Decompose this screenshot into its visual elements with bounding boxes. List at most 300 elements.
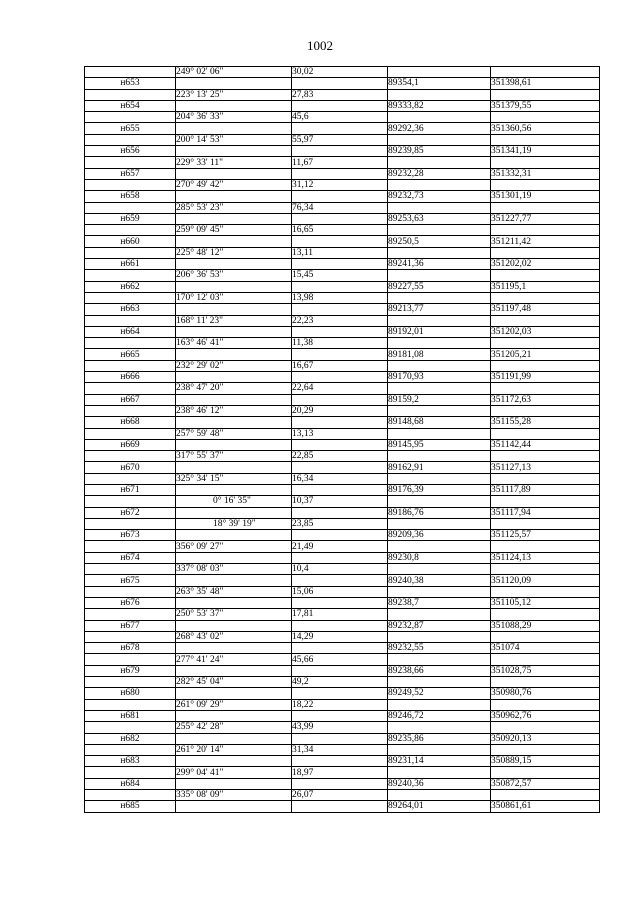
table-row	[85, 270, 600, 281]
angle-cell: 0° 16' 35"	[176, 496, 292, 507]
distance-cell: 13,13	[292, 428, 388, 439]
x-coordinate-cell	[388, 428, 491, 439]
distance-cell	[292, 78, 388, 89]
point-cell: н679	[85, 665, 176, 676]
angle-cell	[176, 394, 292, 405]
y-coordinate-cell: 351088,29	[491, 620, 600, 631]
x-coordinate-cell	[388, 247, 491, 258]
table-row	[85, 597, 600, 608]
table-row	[85, 541, 600, 552]
x-coordinate-cell	[388, 699, 491, 710]
table-row	[85, 462, 600, 473]
point-cell	[85, 631, 176, 642]
x-coordinate-cell	[388, 270, 491, 281]
point-cell	[85, 383, 176, 394]
table-row	[85, 451, 600, 462]
angle-cell: 229° 33' 11"	[176, 157, 292, 168]
distance-cell	[292, 710, 388, 721]
y-coordinate-cell	[491, 790, 600, 801]
y-coordinate-cell: 351105,12	[491, 597, 600, 608]
angle-cell	[176, 326, 292, 337]
distance-cell: 16,34	[292, 473, 388, 484]
table-row	[85, 688, 600, 699]
y-coordinate-cell: 351398,61	[491, 78, 600, 89]
table-row	[85, 259, 600, 270]
y-coordinate-cell: 350920,13	[491, 733, 600, 744]
table-row	[85, 778, 600, 789]
angle-cell: 263° 35' 48"	[176, 586, 292, 597]
y-coordinate-cell: 351197,48	[491, 304, 600, 315]
point-cell: н672	[85, 507, 176, 518]
angle-cell: 206° 36' 53"	[176, 270, 292, 281]
table-row	[85, 383, 600, 394]
table-row	[85, 360, 600, 371]
y-coordinate-cell	[491, 428, 600, 439]
y-coordinate-cell: 351191,99	[491, 372, 600, 383]
y-coordinate-cell: 351379,55	[491, 100, 600, 111]
x-coordinate-cell: 89333,82	[388, 100, 491, 111]
angle-cell	[176, 123, 292, 134]
angle-cell: 259° 09' 45"	[176, 225, 292, 236]
x-coordinate-cell	[388, 564, 491, 575]
angle-cell	[176, 778, 292, 789]
distance-cell	[292, 168, 388, 179]
y-coordinate-cell	[491, 654, 600, 665]
x-coordinate-cell	[388, 383, 491, 394]
y-coordinate-cell	[491, 631, 600, 642]
table-row	[85, 236, 600, 247]
table-row	[85, 507, 600, 518]
table-row	[85, 428, 600, 439]
point-cell: н666	[85, 372, 176, 383]
angle-cell	[176, 530, 292, 541]
angle-cell	[176, 484, 292, 495]
point-cell: н658	[85, 191, 176, 202]
table-row	[85, 179, 600, 190]
point-cell	[85, 654, 176, 665]
point-cell: н655	[85, 123, 176, 134]
x-coordinate-cell: 89264,01	[388, 801, 491, 812]
y-coordinate-cell	[491, 699, 600, 710]
point-cell: н664	[85, 326, 176, 337]
point-cell	[85, 157, 176, 168]
distance-cell: 45,66	[292, 654, 388, 665]
y-coordinate-cell	[491, 247, 600, 258]
distance-cell	[292, 281, 388, 292]
angle-cell: 317° 55' 37"	[176, 451, 292, 462]
angle-cell: 232° 29' 02"	[176, 360, 292, 371]
point-cell: н656	[85, 146, 176, 157]
x-coordinate-cell: 89246,72	[388, 710, 491, 721]
table-row	[85, 677, 600, 688]
point-cell: н657	[85, 168, 176, 179]
distance-cell: 21,49	[292, 541, 388, 552]
table-row	[85, 496, 600, 507]
angle-cell: 250° 53' 37"	[176, 609, 292, 620]
point-cell	[85, 744, 176, 755]
y-coordinate-cell	[491, 225, 600, 236]
table-row	[85, 609, 600, 620]
table-row	[85, 247, 600, 258]
distance-cell: 11,67	[292, 157, 388, 168]
table-row	[85, 372, 600, 383]
distance-cell: 18,22	[292, 699, 388, 710]
distance-cell: 11,38	[292, 338, 388, 349]
point-cell	[85, 315, 176, 326]
y-coordinate-cell: 351155,28	[491, 417, 600, 428]
point-cell	[85, 790, 176, 801]
angle-cell	[176, 259, 292, 270]
distance-cell: 16,67	[292, 360, 388, 371]
point-cell: н669	[85, 439, 176, 450]
angle-cell: 249° 02' 06"	[176, 67, 292, 78]
y-coordinate-cell	[491, 383, 600, 394]
point-cell	[85, 270, 176, 281]
angle-cell: 335° 08' 09"	[176, 790, 292, 801]
y-coordinate-cell	[491, 157, 600, 168]
table-row	[85, 191, 600, 202]
y-coordinate-cell	[491, 586, 600, 597]
y-coordinate-cell	[491, 722, 600, 733]
y-coordinate-cell	[491, 609, 600, 620]
table-row	[85, 157, 600, 168]
angle-cell	[176, 665, 292, 676]
angle-cell	[176, 756, 292, 767]
distance-cell	[292, 100, 388, 111]
table-row	[85, 733, 600, 744]
angle-cell	[176, 372, 292, 383]
x-coordinate-cell: 89249,52	[388, 688, 491, 699]
y-coordinate-cell	[491, 179, 600, 190]
angle-cell	[176, 575, 292, 586]
distance-cell: 26,07	[292, 790, 388, 801]
distance-cell	[292, 462, 388, 473]
x-coordinate-cell: 89240,36	[388, 778, 491, 789]
distance-cell	[292, 213, 388, 224]
angle-cell	[176, 507, 292, 518]
point-cell: н673	[85, 530, 176, 541]
table-row	[85, 338, 600, 349]
angle-cell: 225° 48' 12"	[176, 247, 292, 258]
y-coordinate-cell	[491, 202, 600, 213]
y-coordinate-cell: 351360,56	[491, 123, 600, 134]
x-coordinate-cell: 89232,55	[388, 643, 491, 654]
distance-cell: 43,99	[292, 722, 388, 733]
table-row	[85, 722, 600, 733]
x-coordinate-cell: 89253,63	[388, 213, 491, 224]
table-row	[85, 439, 600, 450]
y-coordinate-cell	[491, 292, 600, 303]
distance-cell	[292, 191, 388, 202]
angle-cell	[176, 281, 292, 292]
table-row	[85, 292, 600, 303]
y-coordinate-cell	[491, 338, 600, 349]
x-coordinate-cell	[388, 677, 491, 688]
table-row	[85, 112, 600, 123]
distance-cell	[292, 484, 388, 495]
angle-cell: 282° 45' 04"	[176, 677, 292, 688]
angle-cell: 261° 20' 14"	[176, 744, 292, 755]
x-coordinate-cell: 89239,85	[388, 146, 491, 157]
distance-cell	[292, 801, 388, 812]
x-coordinate-cell: 89232,28	[388, 168, 491, 179]
distance-cell	[292, 304, 388, 315]
x-coordinate-cell: 89230,8	[388, 552, 491, 563]
x-coordinate-cell	[388, 631, 491, 642]
distance-cell: 15,45	[292, 270, 388, 281]
table-row	[85, 67, 600, 78]
angle-cell: 170° 12' 03"	[176, 292, 292, 303]
point-cell: н681	[85, 710, 176, 721]
angle-cell	[176, 349, 292, 360]
distance-cell: 31,12	[292, 179, 388, 190]
point-cell	[85, 338, 176, 349]
table-row	[85, 575, 600, 586]
distance-cell: 15,06	[292, 586, 388, 597]
angle-cell: 325° 34' 15"	[176, 473, 292, 484]
point-cell	[85, 225, 176, 236]
x-coordinate-cell	[388, 767, 491, 778]
x-coordinate-cell: 89292,36	[388, 123, 491, 134]
point-cell: н682	[85, 733, 176, 744]
x-coordinate-cell: 89159,2	[388, 394, 491, 405]
distance-cell: 27,83	[292, 89, 388, 100]
point-cell: н665	[85, 349, 176, 360]
point-cell: н670	[85, 462, 176, 473]
y-coordinate-cell	[491, 67, 600, 78]
y-coordinate-cell: 351205,21	[491, 349, 600, 360]
x-coordinate-cell	[388, 292, 491, 303]
table-row	[85, 405, 600, 416]
point-cell	[85, 89, 176, 100]
table-row	[85, 699, 600, 710]
x-coordinate-cell: 89250,5	[388, 236, 491, 247]
x-coordinate-cell: 89148,68	[388, 417, 491, 428]
coordinates-table	[84, 66, 600, 813]
distance-cell: 49,2	[292, 677, 388, 688]
point-cell: н677	[85, 620, 176, 631]
x-coordinate-cell	[388, 744, 491, 755]
angle-cell: 257° 59' 48"	[176, 428, 292, 439]
distance-cell: 31,34	[292, 744, 388, 755]
y-coordinate-cell	[491, 677, 600, 688]
x-coordinate-cell	[388, 202, 491, 213]
point-cell: н684	[85, 778, 176, 789]
angle-cell	[176, 100, 292, 111]
x-coordinate-cell: 89170,93	[388, 372, 491, 383]
point-cell: н661	[85, 259, 176, 270]
point-cell	[85, 112, 176, 123]
x-coordinate-cell	[388, 360, 491, 371]
point-cell: н675	[85, 575, 176, 586]
point-cell	[85, 202, 176, 213]
point-cell	[85, 609, 176, 620]
x-coordinate-cell: 89145,95	[388, 439, 491, 450]
table-row	[85, 530, 600, 541]
x-coordinate-cell: 89238,66	[388, 665, 491, 676]
x-coordinate-cell: 89232,73	[388, 191, 491, 202]
angle-cell	[176, 304, 292, 315]
table-row	[85, 78, 600, 89]
table-row	[85, 586, 600, 597]
distance-cell	[292, 507, 388, 518]
distance-cell	[292, 665, 388, 676]
angle-cell: 261° 09' 29"	[176, 699, 292, 710]
table-row	[85, 756, 600, 767]
angle-cell: 163° 46' 41"	[176, 338, 292, 349]
angle-cell	[176, 439, 292, 450]
distance-cell: 22,23	[292, 315, 388, 326]
point-cell: н674	[85, 552, 176, 563]
point-cell	[85, 451, 176, 462]
y-coordinate-cell: 351117,94	[491, 507, 600, 518]
distance-cell: 20,29	[292, 405, 388, 416]
distance-cell: 10,4	[292, 564, 388, 575]
y-coordinate-cell	[491, 541, 600, 552]
point-cell: н685	[85, 801, 176, 812]
point-cell	[85, 292, 176, 303]
coordinates-table-body	[85, 67, 600, 813]
y-coordinate-cell	[491, 405, 600, 416]
y-coordinate-cell	[491, 564, 600, 575]
table-row	[85, 394, 600, 405]
angle-cell	[176, 688, 292, 699]
table-row	[85, 202, 600, 213]
y-coordinate-cell: 351124,13	[491, 552, 600, 563]
distance-cell	[292, 439, 388, 450]
angle-cell: 18° 39' 19"	[176, 518, 292, 529]
point-cell: н667	[85, 394, 176, 405]
x-coordinate-cell	[388, 89, 491, 100]
distance-cell	[292, 146, 388, 157]
angle-cell	[176, 597, 292, 608]
y-coordinate-cell: 351172,63	[491, 394, 600, 405]
x-coordinate-cell: 89162,91	[388, 462, 491, 473]
table-row	[85, 349, 600, 360]
angle-cell: 238° 47' 20"	[176, 383, 292, 394]
x-coordinate-cell	[388, 609, 491, 620]
y-coordinate-cell: 351301,19	[491, 191, 600, 202]
distance-cell: 45,6	[292, 112, 388, 123]
point-cell: н678	[85, 643, 176, 654]
table-row	[85, 146, 600, 157]
y-coordinate-cell	[491, 315, 600, 326]
table-row	[85, 767, 600, 778]
y-coordinate-cell: 351195,1	[491, 281, 600, 292]
table-row	[85, 620, 600, 631]
y-coordinate-cell: 351074	[491, 643, 600, 654]
table-row	[85, 417, 600, 428]
angle-cell	[176, 552, 292, 563]
distance-cell	[292, 236, 388, 247]
x-coordinate-cell	[388, 451, 491, 462]
x-coordinate-cell: 89232,87	[388, 620, 491, 631]
distance-cell: 55,97	[292, 134, 388, 145]
table-row	[85, 744, 600, 755]
y-coordinate-cell: 351117,89	[491, 484, 600, 495]
x-coordinate-cell	[388, 722, 491, 733]
y-coordinate-cell	[491, 473, 600, 484]
x-coordinate-cell: 89240,38	[388, 575, 491, 586]
angle-cell	[176, 146, 292, 157]
angle-cell	[176, 168, 292, 179]
y-coordinate-cell: 351341,19	[491, 146, 600, 157]
distance-cell: 13,98	[292, 292, 388, 303]
angle-cell	[176, 643, 292, 654]
x-coordinate-cell	[388, 654, 491, 665]
distance-cell: 22,64	[292, 383, 388, 394]
table-row	[85, 315, 600, 326]
y-coordinate-cell: 350962,76	[491, 710, 600, 721]
distance-cell	[292, 643, 388, 654]
y-coordinate-cell	[491, 451, 600, 462]
angle-cell: 238° 46' 12"	[176, 405, 292, 416]
y-coordinate-cell	[491, 134, 600, 145]
x-coordinate-cell	[388, 496, 491, 507]
distance-cell	[292, 530, 388, 541]
x-coordinate-cell	[388, 586, 491, 597]
table-row	[85, 665, 600, 676]
distance-cell: 22,85	[292, 451, 388, 462]
y-coordinate-cell: 351211,42	[491, 236, 600, 247]
x-coordinate-cell: 89209,36	[388, 530, 491, 541]
y-coordinate-cell: 351142,44	[491, 439, 600, 450]
table-row	[85, 518, 600, 529]
angle-cell: 255° 42' 28"	[176, 722, 292, 733]
x-coordinate-cell: 89231,14	[388, 756, 491, 767]
point-cell	[85, 699, 176, 710]
point-cell	[85, 405, 176, 416]
distance-cell: 17,81	[292, 609, 388, 620]
x-coordinate-cell: 89181,08	[388, 349, 491, 360]
x-coordinate-cell: 89227,55	[388, 281, 491, 292]
point-cell	[85, 677, 176, 688]
table-row	[85, 790, 600, 801]
distance-cell	[292, 552, 388, 563]
point-cell: н668	[85, 417, 176, 428]
y-coordinate-cell	[491, 767, 600, 778]
angle-cell	[176, 620, 292, 631]
angle-cell	[176, 417, 292, 428]
point-cell	[85, 247, 176, 258]
point-cell: н653	[85, 78, 176, 89]
x-coordinate-cell: 89354,1	[388, 78, 491, 89]
table-row	[85, 552, 600, 563]
x-coordinate-cell: 89192,01	[388, 326, 491, 337]
x-coordinate-cell: 89213,77	[388, 304, 491, 315]
x-coordinate-cell	[388, 112, 491, 123]
y-coordinate-cell: 351332,31	[491, 168, 600, 179]
angle-cell: 268° 43' 02"	[176, 631, 292, 642]
distance-cell	[292, 394, 388, 405]
table-row	[85, 304, 600, 315]
point-cell	[85, 767, 176, 778]
y-coordinate-cell: 351202,03	[491, 326, 600, 337]
point-cell	[85, 586, 176, 597]
point-cell	[85, 722, 176, 733]
distance-cell: 18,97	[292, 767, 388, 778]
angle-cell: 200° 14' 53"	[176, 134, 292, 145]
angle-cell	[176, 801, 292, 812]
y-coordinate-cell	[491, 112, 600, 123]
y-coordinate-cell	[491, 744, 600, 755]
distance-cell: 23,85	[292, 518, 388, 529]
x-coordinate-cell: 89176,39	[388, 484, 491, 495]
distance-cell: 10,37	[292, 496, 388, 507]
distance-cell	[292, 620, 388, 631]
distance-cell: 13,11	[292, 247, 388, 258]
x-coordinate-cell: 89238,7	[388, 597, 491, 608]
